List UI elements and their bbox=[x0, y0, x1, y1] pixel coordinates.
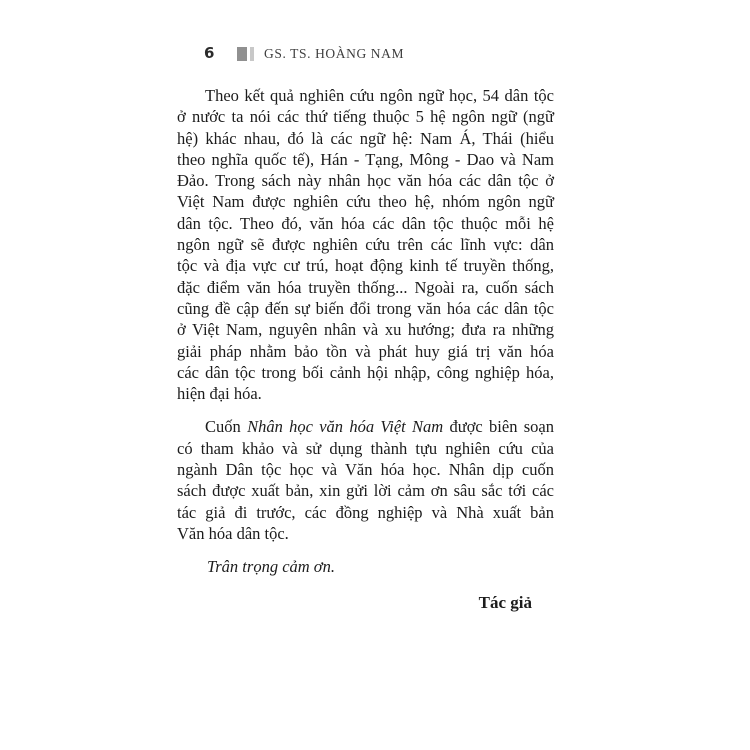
paragraph-2 bbox=[177, 416, 554, 544]
text-line: dân tộc. Theo đó, văn hóa các dân tộc thuộc mỗi hệ bbox=[177, 213, 554, 233]
text-line: các dân tộc trong bối cảnh hội nhập, công nghiệp hóa, bbox=[177, 362, 554, 382]
page-header bbox=[0, 44, 750, 64]
text-line: ngôn ngữ sẽ được nghiên cứu trên các lĩnh vực: dân bbox=[177, 235, 554, 255]
text-line: hệ) khác nhau, đó là các ngữ hệ: Nam Á, Thái (hiểu bbox=[177, 128, 554, 148]
closing-line: Trân trọng cảm ơn. bbox=[207, 557, 335, 577]
text-line: Việt Nam được nghiên cứu theo hệ, nhóm ngôn ngữ bbox=[177, 192, 554, 212]
text-line: ở nước ta nói các thứ tiếng thuộc 5 hệ ngôn ngữ (ngữ bbox=[177, 107, 554, 127]
text-line: cũng đề cập đến sự biến đổi trong văn hóa các dân tộc bbox=[177, 298, 554, 318]
paragraph-1 bbox=[177, 85, 554, 404]
page-number: 6 bbox=[204, 44, 215, 62]
body-text-block bbox=[177, 85, 554, 613]
text-line: Đảo. Trong sách này nhân học văn hóa các dân tộc ở bbox=[177, 171, 554, 191]
text-line: sách được xuất bản, xin gửi lời cảm ơn sâu sắc tới các bbox=[177, 481, 554, 501]
text-line: đặc điểm văn hóa truyền thống... Ngoài ra, cuốn sách bbox=[177, 277, 554, 297]
text-line: theo nghĩa quốc tế), Hán - Tạng, Mông - Dao và Nam bbox=[177, 149, 554, 169]
header-square-dark-icon bbox=[237, 47, 247, 61]
text-line: ngành Dân tộc học và Văn hóa học. Nhân dịp cuốn bbox=[177, 460, 554, 480]
text-line: Văn hóa dân tộc. bbox=[177, 523, 289, 543]
running-head-author: GS. TS. HOÀNG NAM bbox=[264, 46, 405, 61]
text-line: tác giả đi trước, các đồng nghiệp và Nhà xuất bản bbox=[177, 502, 554, 522]
text-line: hiện đại hóa. bbox=[177, 384, 262, 404]
text-line: Theo kết quả nghiên cứu ngôn ngữ học, 54 dân tộc bbox=[205, 86, 554, 105]
text-line: ở Việt Nam, nguyên nhân và xu hướng; đưa ra những bbox=[177, 320, 554, 340]
text-line: tộc và địa vực cư trú, hoạt động kinh tế truyền thống, bbox=[177, 256, 554, 276]
header-square-light-icon bbox=[250, 47, 254, 61]
text-line: có tham khảo và sử dụng thành tựu nghiên cứu của bbox=[177, 438, 554, 458]
author-signature: Tác giả bbox=[478, 592, 532, 612]
text-line: giải pháp nhằm bảo tồn và phát huy giá trị văn hóa bbox=[177, 341, 554, 361]
text-line: Cuốn Nhân học văn hóa Việt Nam được biên soạn bbox=[205, 417, 554, 437]
